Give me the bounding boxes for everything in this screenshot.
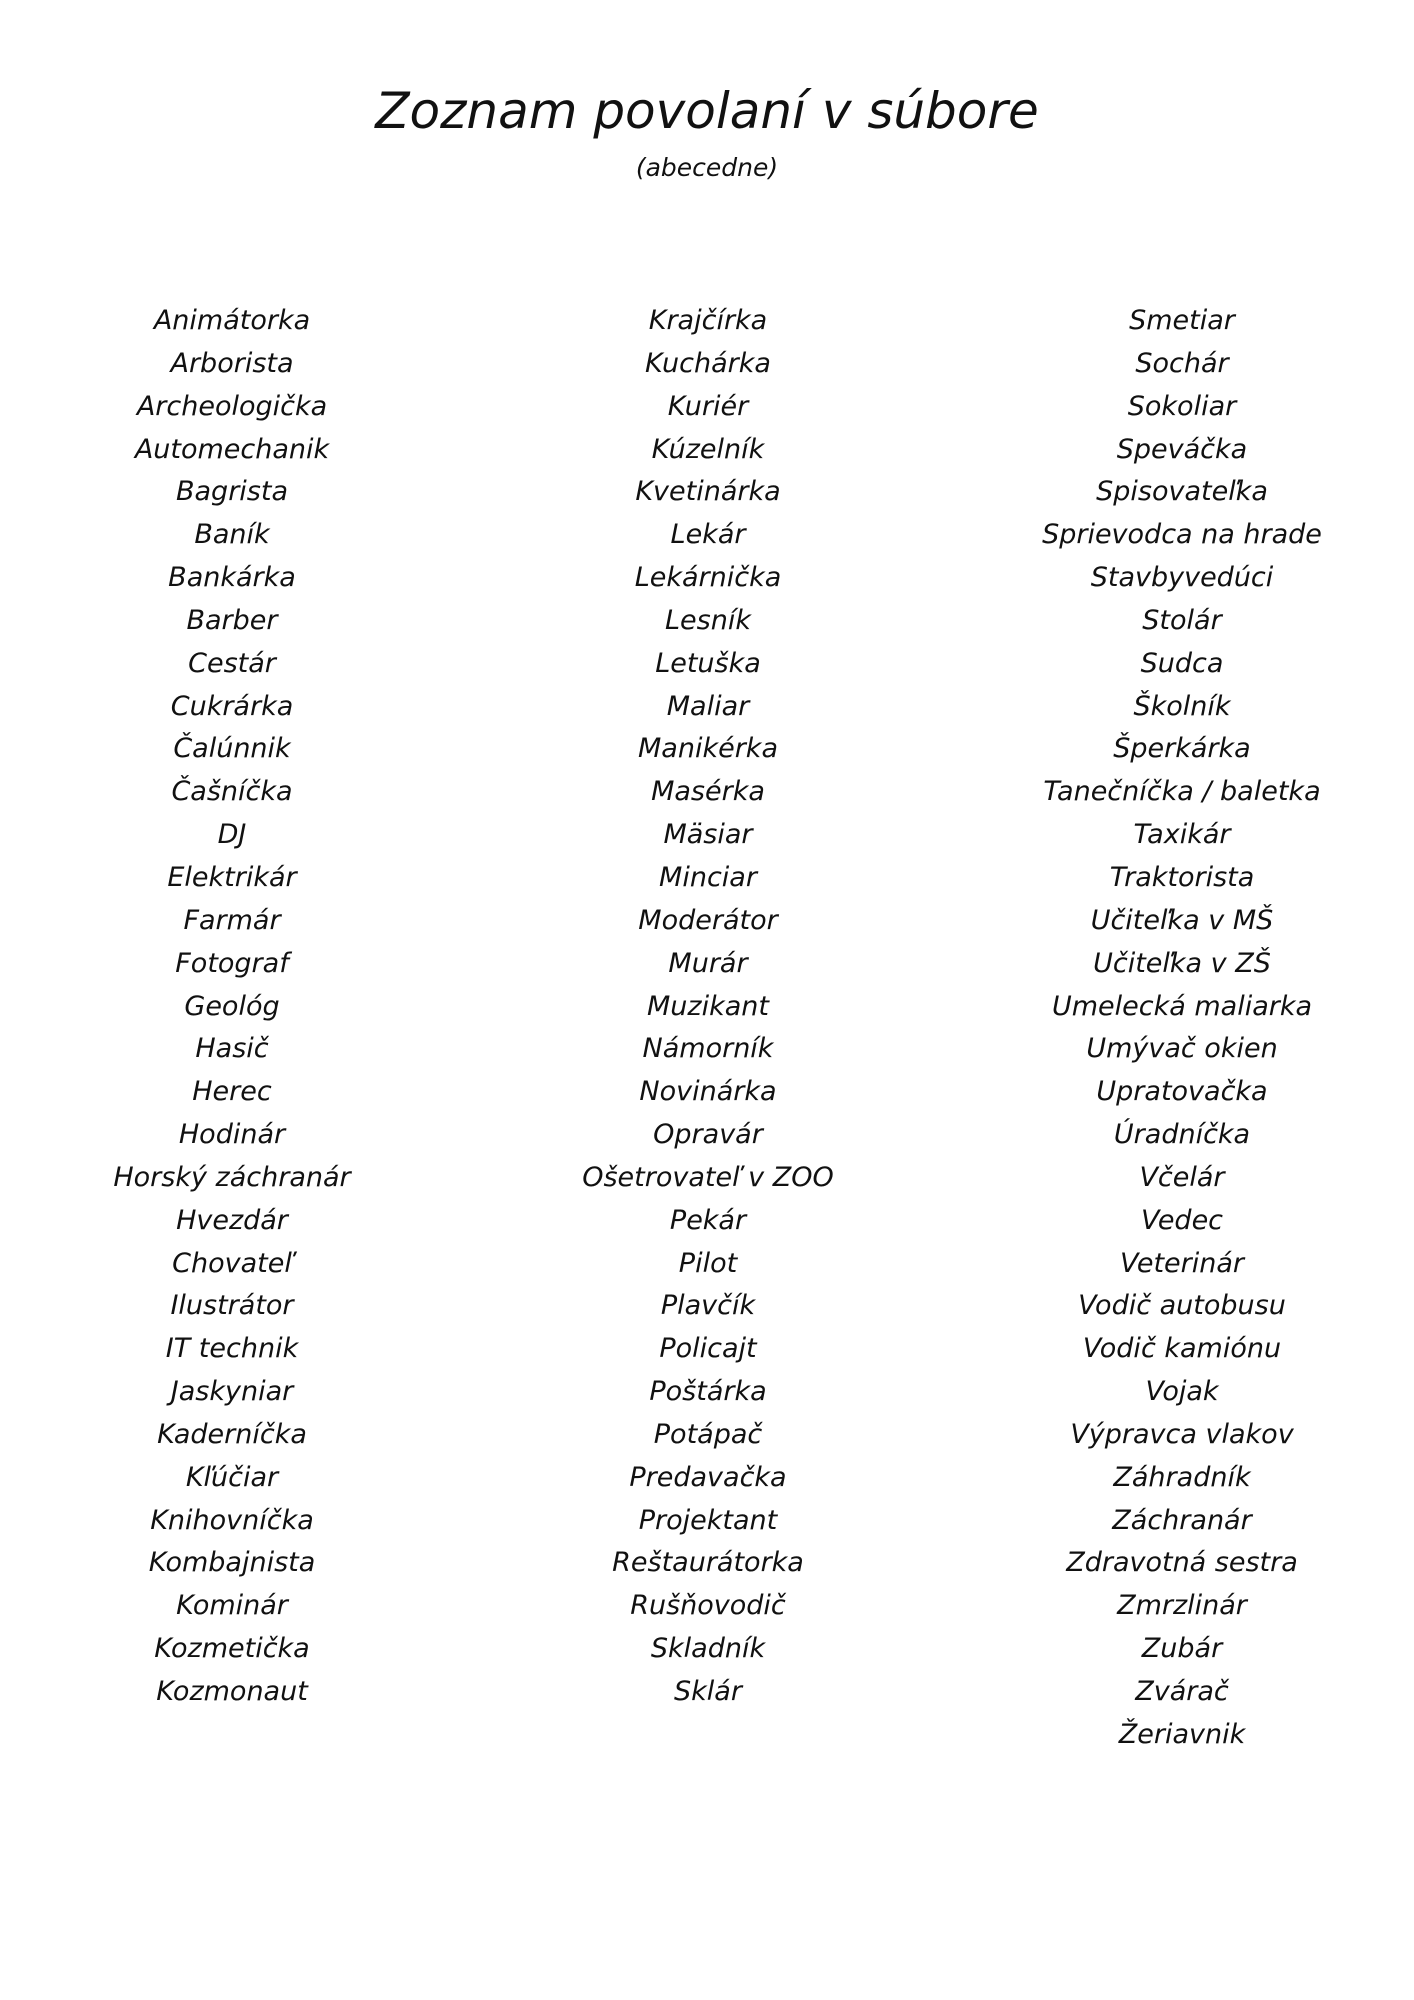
occupation-columns (0, 300, 1414, 1800)
occupation-item: Jaskyniar (170, 1376, 294, 1408)
occupation-item: Masérka (651, 776, 765, 808)
occupation-item: Baník (194, 519, 270, 551)
occupation-item: Krajčírka (648, 305, 768, 336)
occupation-item: Speváčka (1116, 433, 1248, 465)
occupation-item: Lesník (665, 604, 751, 636)
occupation-item: Projektant (638, 1504, 778, 1536)
occupation-item: Kuriér (667, 390, 749, 422)
occupation-item: Záchranár (1112, 1504, 1252, 1536)
occupation-item: Kvetinárka (635, 476, 781, 508)
occupation-item: Ošetrovateľ v ZOO (582, 1161, 834, 1193)
occupation-column-1 (12, 300, 452, 1714)
occupation-item: Knihovníčka (150, 1504, 314, 1536)
occupation-item: Farmár (183, 904, 281, 936)
occupation-item: Archeologička (136, 390, 328, 422)
occupation-item: Traktorista (1109, 861, 1255, 893)
occupation-item: Rušňovodič (630, 1590, 786, 1622)
occupation-item: Potápač (653, 1418, 763, 1450)
occupation-item: Úradníčka (1113, 1119, 1251, 1151)
occupation-item: Hasič (195, 1033, 269, 1065)
occupation-item: Zvárač (1135, 1676, 1229, 1707)
occupation-item: Kúzelník (651, 433, 765, 465)
occupation-item: Výpravca vlakov (1070, 1418, 1294, 1450)
page-subtitle: (abecedne) (635, 153, 779, 182)
occupation-item: Pilot (678, 1247, 738, 1279)
occupation-item: Kombajnista (148, 1547, 316, 1579)
occupation-item: Poštárka (649, 1376, 767, 1408)
occupation-item: Vedec (1140, 1204, 1224, 1236)
occupation-item: Včelár (1139, 1161, 1225, 1193)
occupation-item: Čašníčka (171, 776, 293, 808)
occupation-item: Umývač okien (1086, 1033, 1278, 1065)
occupation-item: Skladník (650, 1633, 766, 1665)
occupation-item: Záhradník (1113, 1461, 1251, 1493)
occupation-item: Školník (1133, 690, 1231, 722)
occupation-item: Hvezdár (176, 1204, 288, 1236)
occupation-item: Ilustrátor (170, 1290, 294, 1322)
occupation-item: Cukrárka (170, 690, 294, 722)
occupation-item: Spisovateľka (1096, 476, 1268, 508)
occupation-item: Lekárnička (634, 562, 782, 594)
occupation-item: Sudca (1140, 647, 1224, 679)
occupation-item: Sochár (1135, 347, 1229, 379)
occupation-item: Upratovačka (1096, 1076, 1268, 1108)
occupation-item: Kozmetička (154, 1633, 310, 1665)
occupation-item: Učiteľka v ZŠ (1093, 947, 1271, 979)
occupation-item: Umelecká maliarka (1051, 990, 1313, 1022)
occupation-item: Kozmonaut (156, 1676, 308, 1707)
occupation-item: Mäsiar (663, 819, 753, 851)
occupation-item: Plavčík (660, 1290, 756, 1322)
occupation-item: Murár (668, 947, 748, 979)
occupation-column-3 (962, 300, 1402, 1757)
occupation-item: Vojak (1145, 1376, 1219, 1408)
occupation-item: Učiteľka v MŠ (1090, 904, 1274, 936)
occupation-item: Predavačka (629, 1461, 787, 1493)
occupation-item: Vodič autobusu (1078, 1290, 1286, 1322)
occupation-item: Námorník (642, 1033, 774, 1065)
occupation-item: Zdravotná sestra (1066, 1547, 1298, 1579)
occupation-item: Manikérka (638, 733, 778, 765)
occupation-item: Fotograf (175, 947, 289, 979)
occupation-item: Vodič kamiónu (1082, 1333, 1282, 1365)
occupation-item: Tanečníčka / baletka (1043, 776, 1321, 808)
occupation-item: Policajt (659, 1333, 757, 1365)
occupation-item: Reštaurátorka (612, 1547, 804, 1579)
occupation-item: Kominár (176, 1590, 288, 1622)
page-title: Zoznam povolaní v súbore (375, 82, 1039, 140)
occupation-item: Zmrzlinár (1117, 1590, 1247, 1622)
occupation-item: Kuchárka (645, 347, 771, 379)
occupation-item: Zubár (1141, 1633, 1223, 1665)
occupation-item: Elektrikár (167, 861, 297, 893)
occupation-column-2 (488, 300, 928, 1714)
occupation-item: Šperkárka (1113, 733, 1251, 765)
occupation-item: Letuška (655, 647, 761, 679)
occupation-item: Opravár (653, 1119, 763, 1151)
occupation-item: Barber (186, 604, 278, 636)
occupation-item: Sklár (674, 1676, 742, 1707)
occupation-item: Smetiar (1129, 305, 1235, 336)
occupation-item: Stavbyvedúci (1090, 562, 1274, 594)
occupation-item: Sprievodca na hrade (1042, 519, 1322, 551)
occupation-item: Bankárka (168, 562, 296, 594)
occupation-item: Žeriavnik (1118, 1718, 1246, 1750)
occupation-item: Hodinár (178, 1119, 286, 1151)
occupation-item: Herec (192, 1076, 272, 1108)
occupation-item: Novinárka (639, 1076, 777, 1108)
occupation-item: Stolár (1142, 604, 1222, 636)
occupation-item: Animátorka (153, 305, 311, 336)
occupation-item: Kaderníčka (157, 1418, 307, 1450)
occupation-item: Čalúnnik (173, 733, 291, 765)
occupation-item: Lekár (670, 519, 746, 551)
occupation-item: Pekár (669, 1204, 747, 1236)
occupation-item: Veterinár (1119, 1247, 1245, 1279)
occupation-item: IT technik (165, 1333, 299, 1365)
occupation-item: Muzikant (647, 990, 769, 1022)
occupation-item: Geológ (184, 990, 280, 1022)
occupation-item: Chovateľ (172, 1247, 292, 1279)
occupation-item: Arborista (170, 347, 294, 379)
occupation-item: Automechanik (134, 433, 330, 465)
occupation-item: Moderátor (638, 904, 778, 936)
occupation-item: Horský záchranár (113, 1161, 351, 1193)
occupation-item: Bagrista (175, 476, 288, 508)
occupation-item: Taxikár (1133, 819, 1231, 851)
occupation-item: Maliar (666, 690, 750, 722)
occupation-item: Cestár (188, 647, 276, 679)
occupation-item: Kľúčiar (185, 1461, 279, 1493)
occupation-item: Sokoliar (1127, 390, 1237, 422)
occupation-item: Minciar (659, 861, 757, 893)
occupation-item: DJ (217, 819, 247, 851)
